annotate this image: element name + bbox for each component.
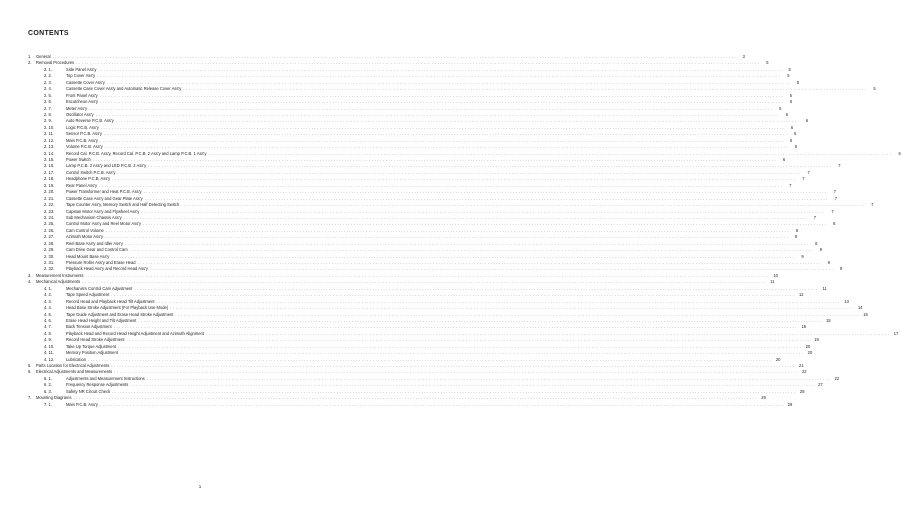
toc-entry-page: 27 bbox=[818, 382, 823, 388]
toc-entry-title: Safety NR Circuit Check bbox=[66, 388, 111, 394]
toc-entry-title: Tape Guide Adjustment and Erase Head Stroke Adjustment bbox=[66, 311, 174, 317]
toc-entry-title: Escutcheon Ass'y bbox=[66, 99, 98, 105]
table-of-contents bbox=[28, 54, 901, 408]
toc-entry-number: 2. 8. bbox=[44, 111, 52, 117]
toc-entry-title: Front Panel Ass'y bbox=[66, 92, 98, 98]
toc-entry-page: 9 bbox=[819, 247, 822, 253]
toc-entry-page: 6 bbox=[790, 99, 793, 105]
toc-entry-title: Meter Ass'y bbox=[66, 105, 88, 111]
toc-entry-number: 2. 29. bbox=[44, 247, 55, 253]
toc-entry-title: Logic P.C.B. Ass'y bbox=[66, 124, 99, 130]
toc-entry-page: 9 bbox=[839, 266, 843, 272]
toc-entry-number: 2. 13. bbox=[44, 144, 55, 150]
toc-entry-number: 2. 18. bbox=[44, 176, 55, 182]
toc-entry-number: 2. 16. bbox=[44, 163, 55, 169]
toc-entry-page: 12 bbox=[799, 292, 804, 298]
toc-entry-page: 7 bbox=[833, 189, 836, 195]
toc-entry-number: 2. 20. bbox=[44, 189, 55, 195]
toc-entry-page: 9 bbox=[827, 260, 830, 265]
toc-entry-number: 6. 2. bbox=[44, 382, 52, 388]
toc-entry-title: Back Tension Adjustment bbox=[66, 324, 112, 330]
toc-entry-title: Capstan Motor Ass'y and Flywheel Ass'y bbox=[66, 208, 140, 214]
toc-entry-title: Side Panel Ass'y bbox=[66, 66, 97, 72]
toc-entry-number: 2. 32. bbox=[44, 266, 55, 272]
toc-entry-title: Cassette Case Cover Ass'y and Automatic Release Cover Ass'y bbox=[66, 86, 182, 92]
toc-entry-title: Sensor P.C.B. Ass'y bbox=[66, 131, 102, 137]
toc-entry-page: 21 bbox=[799, 363, 804, 368]
toc-entry-page: 10 bbox=[773, 272, 778, 278]
toc-entry-number: 4. 7. bbox=[44, 324, 52, 330]
toc-entry-number: 4. 11. bbox=[44, 350, 54, 356]
toc-entry-page: 19 bbox=[814, 337, 819, 343]
toc-entry-page: 7 bbox=[834, 195, 837, 201]
toc-entry-title: Record Cal. P.C.B. Ass'y, Record Cal. P.C.B. 2 Ass'y and Lamp P.C.B. 1 Ass'y bbox=[66, 150, 207, 156]
toc-entry-page: 20 bbox=[805, 343, 811, 349]
toc-entry-number: 2. 22. bbox=[44, 202, 55, 208]
toc-entry-number: 2. 5. bbox=[44, 92, 52, 98]
toc-entry-number: 2. 4. bbox=[44, 86, 52, 92]
toc-entry-title: Volume P.C.B. Ass'y bbox=[66, 144, 103, 150]
toc-entry-number: 4. bbox=[28, 279, 32, 285]
toc-entry-number: 2. 23. bbox=[44, 208, 55, 214]
toc-entry-number: 2. 27. bbox=[44, 234, 55, 240]
toc-entry-number: 2. 3. bbox=[44, 79, 52, 85]
toc-entry-page: 8 bbox=[795, 227, 799, 233]
toc-entry-title: Playback Head Ass'y and Record Head Ass'y bbox=[66, 266, 148, 272]
toc-entry-page: 6 bbox=[898, 150, 901, 156]
toc-entry-page: 15 bbox=[863, 311, 868, 317]
toc-entry-title: Control Motor Ass'y and Reel Motor Ass'y bbox=[66, 221, 142, 227]
toc-entry-number: 4. 9. bbox=[44, 337, 52, 343]
toc-entry-page: 29 bbox=[787, 401, 793, 407]
toc-subsection-row bbox=[28, 401, 793, 408]
toc-entry-number: 2. 7. bbox=[44, 105, 52, 111]
toc-entry-number: 2. 1. bbox=[44, 66, 52, 72]
toc-entry-number: 2. 2. bbox=[44, 73, 52, 79]
toc-entry-page: 8 bbox=[815, 240, 818, 246]
toc-entry-title: Frequency Response Adjustments bbox=[66, 382, 129, 388]
toc-entry-title: Mechanical Adjustments bbox=[36, 279, 81, 285]
toc-entry-number: 4. 12. bbox=[44, 356, 55, 362]
toc-entry-page: 8 bbox=[795, 234, 798, 240]
toc-entry-title: Cam Drive Gear and Control Cam bbox=[66, 247, 128, 253]
toc-entry-number: 2. 14. bbox=[44, 150, 55, 156]
toc-entry-title: Top Cover Ass'y bbox=[66, 73, 96, 79]
toc-entry-page: 20 bbox=[807, 350, 813, 356]
toc-entry-title: Tape Speed Adjustment bbox=[66, 292, 110, 298]
toc-entry-title: Oscillator Ass'y bbox=[66, 111, 94, 117]
toc-entry-title: Record Head and Playback Head Tilt Adjustment bbox=[66, 298, 155, 304]
toc-entry-page: 11 bbox=[770, 279, 775, 285]
toc-entry-page: 16 bbox=[801, 324, 807, 330]
toc-entry-number: 4. 1. bbox=[44, 285, 52, 291]
toc-entry-page: 7 bbox=[813, 214, 816, 220]
toc-entry-title: Removal Procedures bbox=[36, 60, 75, 66]
toc-entry-number: 6. 3. bbox=[44, 388, 52, 394]
toc-entry-title: Mechanism Control Cam Adjustment bbox=[66, 285, 133, 291]
toc-entry-page: 15 bbox=[826, 317, 831, 323]
toc-entry-page: 7 bbox=[871, 202, 874, 208]
toc-entry-page: 7 bbox=[838, 163, 841, 169]
toc-entry-number: 2. 19. bbox=[44, 182, 55, 188]
toc-entry-title: General bbox=[36, 54, 51, 59]
toc-entry-title: Cassette Cover Ass'y bbox=[66, 79, 105, 85]
toc-entry-title: Adjustments and Measurement Instructions bbox=[66, 375, 145, 381]
toc-entry-title: Reel Base Ass'y and Idler Ass'y bbox=[66, 240, 124, 246]
toc-entry-page: 28 bbox=[799, 388, 805, 394]
toc-entry-number: 4. 8. bbox=[44, 330, 52, 336]
toc-entry-number: 2. 30. bbox=[44, 253, 55, 259]
toc-entry-title: Head Base Stroke Adjustment (For Playback Use Mode) bbox=[66, 305, 169, 311]
toc-entry-number: 5. bbox=[28, 363, 32, 368]
toc-entry-page: 20 bbox=[775, 356, 781, 362]
toc-entry-number: 2. 11. bbox=[44, 131, 54, 137]
toc-entry-page: 6 bbox=[785, 111, 788, 117]
toc-entry-page: 8 bbox=[833, 221, 836, 227]
toc-entry-title: Rear Panel Ass'y bbox=[66, 182, 98, 188]
toc-entry-number: 4. 2. bbox=[44, 292, 52, 298]
toc-entry-page: 6 bbox=[779, 105, 782, 111]
toc-entry-title: Pressure Roller Ass'y and Erase Head bbox=[66, 260, 136, 265]
toc-entry-number: 4. 5. bbox=[44, 311, 52, 317]
toc-entry-page: 6 bbox=[789, 137, 793, 143]
toc-entry-title: Sub Mechanism Chassis Ass'y bbox=[66, 214, 122, 220]
dot-leader bbox=[100, 402, 784, 408]
toc-entry-page: 5 bbox=[787, 73, 790, 79]
toc-entry-title: Cam Control Volume bbox=[66, 227, 104, 233]
toc-entry-number: 2. 12. bbox=[44, 137, 55, 143]
toc-entry-page: 22 bbox=[834, 375, 840, 381]
toc-entry-page: 6 bbox=[794, 144, 798, 150]
toc-entry-number: 2. 6. bbox=[44, 99, 52, 105]
toc-entry-number: 7. 1. bbox=[44, 401, 52, 407]
toc-entry-title: Erase Head Height and Tilt Adjustment bbox=[66, 317, 137, 323]
toc-entry-number: 2. 25. bbox=[44, 221, 55, 227]
toc-entry-number: 2. 15. bbox=[44, 157, 55, 162]
toc-entry-page: 5 bbox=[766, 60, 769, 66]
toc-entry-page: 7 bbox=[807, 169, 810, 175]
toc-entry-page: 7 bbox=[831, 208, 834, 214]
toc-entry-number: 2. 24. bbox=[44, 214, 55, 220]
toc-entry-number: 2. bbox=[28, 60, 32, 66]
toc-entry-number: 6. 1. bbox=[44, 375, 52, 381]
toc-entry-title: Power Transformer and Heat P.C.B. Ass'y bbox=[66, 189, 142, 195]
toc-entry-number: 4. 10. bbox=[44, 343, 55, 349]
toc-entry-title: Lubrication bbox=[66, 356, 87, 362]
toc-entry-page: 22 bbox=[802, 369, 807, 375]
toc-entry-page: 5 bbox=[788, 66, 791, 72]
toc-entry-title: Head Mount Base Ass'y bbox=[66, 253, 110, 259]
toc-entry-page: 6 bbox=[794, 131, 797, 137]
toc-entry-title: Auto Reverse P.C.B. Ass'y bbox=[66, 118, 114, 124]
toc-entry-number: 7. bbox=[28, 395, 32, 401]
toc-entry-number: 4. 3. bbox=[44, 298, 52, 304]
toc-entry-title: Control Switch P.C.B. Ass'y bbox=[66, 169, 116, 175]
toc-entry-number: 3. bbox=[28, 272, 32, 278]
toc-entry-number: 4. 4. bbox=[44, 305, 52, 311]
toc-entry-page: 29 bbox=[761, 395, 766, 401]
toc-entry-page: 6 bbox=[782, 157, 786, 162]
toc-entry-title: Lamp P.C.B. 2 Ass'y and LED P.C.B. 2 Ass'y bbox=[66, 163, 147, 169]
toc-entry-number: 4. 6. bbox=[44, 317, 52, 323]
toc-entry-title: Playback Head and Record Head Height Adjustment and Azimuth Alignment bbox=[66, 330, 204, 336]
toc-entry-page: 17 bbox=[893, 330, 899, 336]
toc-entry-number: 2. 28. bbox=[44, 240, 55, 246]
toc-entry-title: Measurement Instruments bbox=[36, 272, 84, 278]
toc-entry-number: 2. 21. bbox=[44, 195, 55, 201]
toc-entry-page: 5 bbox=[796, 79, 800, 85]
toc-entry-number: 2. 10. bbox=[44, 124, 55, 130]
toc-entry-title: Power Switch bbox=[66, 157, 91, 162]
toc-entry-page: 3 bbox=[742, 54, 745, 59]
toc-entry-page: 13 bbox=[844, 298, 849, 304]
toc-entry-page: 11 bbox=[822, 285, 827, 291]
toc-entry-page: 7 bbox=[802, 176, 805, 182]
toc-entry-number: 2. 26. bbox=[44, 227, 55, 233]
toc-entry-title: Record Head Stroke Adjustment bbox=[66, 337, 125, 343]
toc-entry-page: 14 bbox=[857, 305, 863, 311]
toc-entry-title: Main P.C.B. Ass'y bbox=[66, 137, 98, 143]
toc-entry-number: 2. 31. bbox=[44, 260, 55, 265]
toc-entry-page: 7 bbox=[789, 182, 792, 188]
toc-entry-page: 6 bbox=[805, 118, 809, 124]
page-title: CONTENTS bbox=[28, 30, 69, 37]
toc-entry-title: Memory Position Adjustment bbox=[66, 350, 118, 356]
toc-entry-number: 6. bbox=[28, 369, 32, 375]
toc-entry-title: Parts Location for Electrical Adjustments bbox=[36, 363, 110, 368]
toc-entry-title: Cassette Case Ass'y and Gear Plate Ass'y bbox=[66, 195, 143, 201]
toc-entry-number: 2. 9. bbox=[44, 118, 52, 124]
toc-entry-page: 5 bbox=[873, 86, 876, 92]
toc-entry-title: Tape Counter Ass'y, Memory Switch and Half Detecting Switch bbox=[66, 202, 180, 208]
toc-entry-title: Azimuth Motor Ass'y bbox=[66, 234, 103, 240]
toc-entry-page: 6 bbox=[790, 124, 794, 130]
toc-entry-number: 2. 17. bbox=[44, 169, 55, 175]
toc-entry-number: 1. bbox=[28, 54, 32, 59]
toc-entry-page: 9 bbox=[801, 253, 804, 259]
toc-entry-title: Main P.C.B. Ass'y bbox=[66, 401, 98, 407]
toc-entry-page: 5 bbox=[789, 92, 793, 98]
toc-entry-title: Take Up Torque Adjustment bbox=[66, 343, 116, 349]
toc-entry-title: Headphone P.C.B. Ass'y bbox=[66, 176, 111, 182]
page-number: 1 bbox=[198, 484, 202, 489]
toc-entry-title: Electrical Adjustments and Measurements bbox=[36, 369, 113, 375]
toc-entry-title: Mounting Diagrams bbox=[36, 395, 72, 401]
